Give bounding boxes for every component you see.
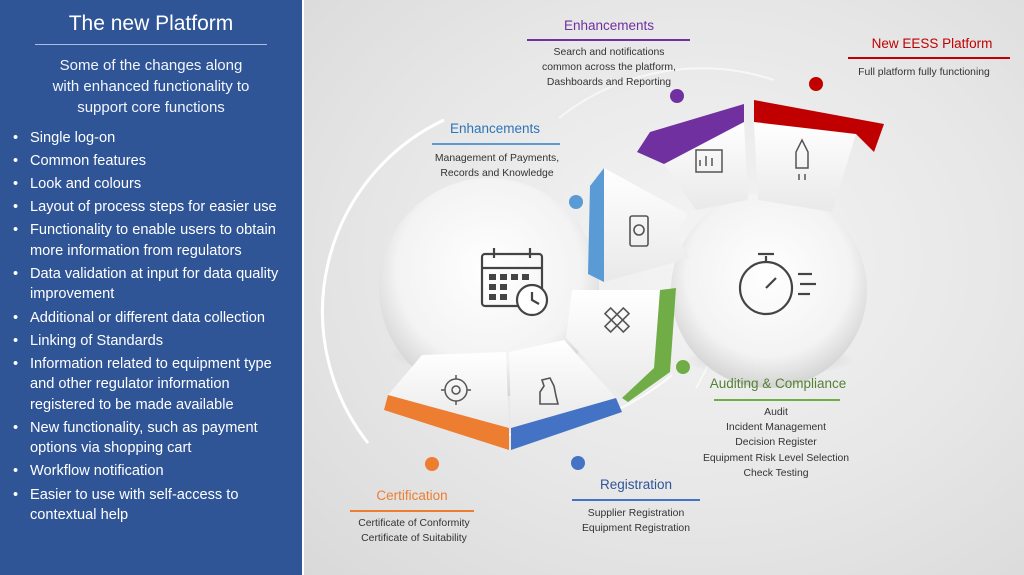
feature-item: • Data validation at input for data quality improvement	[12, 264, 296, 305]
feature-item: • Single log-on	[12, 128, 296, 149]
label-enhancements-payments: Enhancements	[449, 121, 541, 136]
diagram-panel	[304, 0, 1024, 575]
desc-line: Dashboards and Reporting	[546, 77, 672, 89]
label-auditing: Auditing & Compliance	[709, 376, 847, 391]
desc-line: Equipment Registration	[581, 523, 690, 535]
underline-platform	[848, 57, 1010, 59]
feature-item: • Information related to equipment type and other regulator information registered to be made available	[12, 354, 296, 416]
desc-line: Check Testing	[743, 467, 809, 479]
desc-line: Search and notifications	[553, 47, 665, 58]
desc-line: Full platform fully functioning	[858, 67, 990, 78]
underline-auditing	[714, 399, 840, 401]
feature-item: • Additional or different data collection	[12, 308, 296, 329]
desc-line: Certificate of Conformity	[358, 518, 470, 529]
feature-item: • Easier to use with self-access to contextual help	[12, 485, 296, 526]
desc-certification	[344, 516, 484, 546]
sidebar-subtitle	[20, 55, 282, 118]
desc-enhancements-payments	[420, 151, 574, 181]
sidebar-title: The new Platform	[68, 12, 234, 35]
desc-new-platform	[844, 65, 1004, 80]
dot-certification	[425, 457, 439, 471]
dot-payments	[569, 195, 583, 209]
subtitle-line: with enhanced functionality to	[52, 78, 250, 95]
label-new-platform: New EESS Platform	[871, 36, 993, 51]
desc-line: Certificate of Suitability	[361, 533, 467, 545]
label-certification: Certification	[376, 488, 448, 503]
feature-item: • Look and colours	[12, 174, 296, 195]
segment-certification	[384, 352, 509, 450]
label-enhancements-search: Enhancements	[563, 18, 655, 33]
feature-list	[12, 128, 296, 528]
dot-search	[670, 89, 684, 103]
segment-search	[637, 104, 748, 210]
desc-line: Incident Management	[726, 422, 826, 434]
feature-item: • Workflow notification	[12, 461, 296, 482]
desc-auditing	[694, 405, 858, 481]
feature-item: • Functionality to enable users to obtain more information from regulators	[12, 220, 296, 261]
underline-registration	[572, 499, 700, 501]
desc-line: Management of Payments,	[434, 153, 560, 164]
underline-payments	[432, 143, 560, 145]
subtitle-line: Some of the changes along	[59, 57, 243, 74]
dot-registration	[571, 456, 585, 470]
underline-certification	[350, 510, 474, 512]
feature-item: • Common features	[12, 151, 296, 172]
desc-line: Records and Knowledge	[440, 168, 554, 180]
feature-item: • Layout of process steps for easier use	[12, 197, 296, 218]
sidebar-divider	[35, 44, 267, 45]
dot-platform	[809, 77, 823, 91]
dot-auditing	[676, 360, 690, 374]
desc-line: common across the platform,	[542, 62, 676, 74]
feature-item: • Linking of Standards	[12, 331, 296, 352]
desc-line: Equipment Risk Level Selection	[702, 452, 850, 464]
desc-line: Audit	[764, 407, 788, 418]
desc-line: Supplier Registration	[587, 508, 685, 519]
label-registration: Registration	[599, 477, 673, 492]
desc-registration	[566, 506, 706, 536]
sidebar-panel	[0, 0, 302, 575]
segment-platform	[754, 100, 884, 212]
desc-enhancements-search	[514, 45, 704, 91]
desc-line: Decision Register	[735, 437, 817, 449]
feature-item: • New functionality, such as payment options via shopping cart	[12, 418, 296, 459]
subtitle-line: support core functions	[77, 99, 225, 116]
right-disc	[671, 192, 867, 388]
underline-search	[527, 39, 690, 41]
